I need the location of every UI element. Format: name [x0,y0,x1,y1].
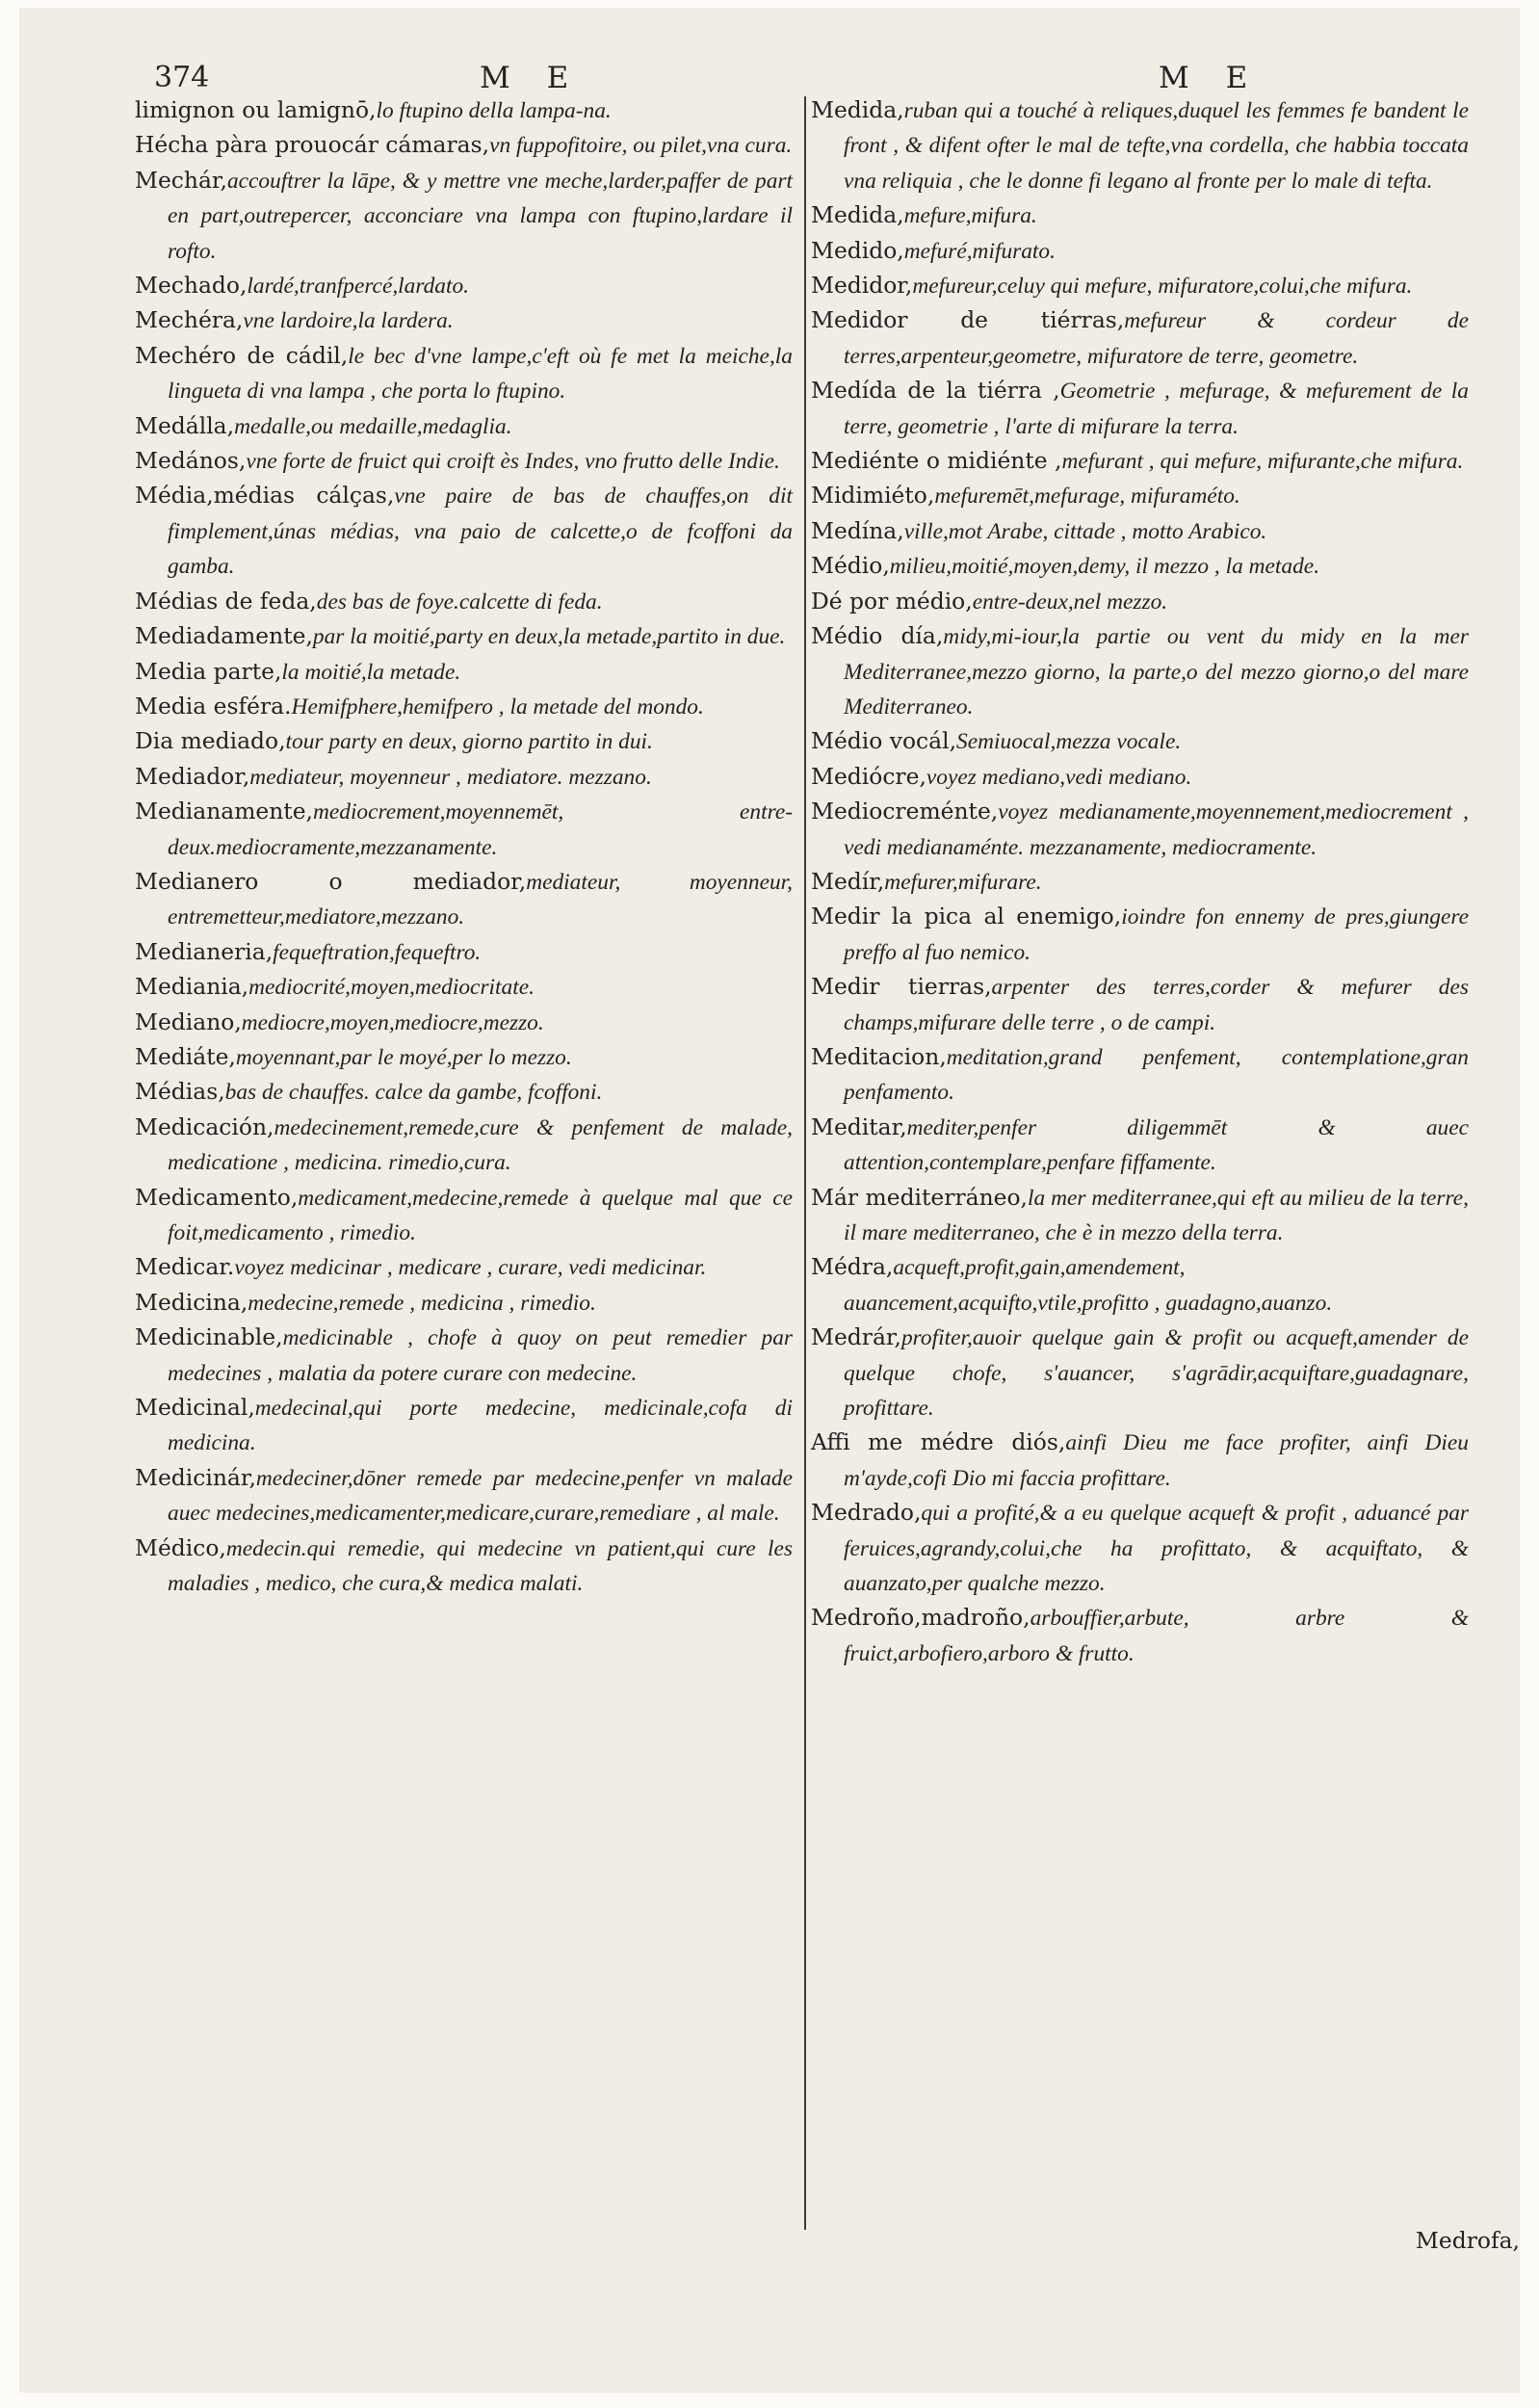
dictionary-entry [811,795,1469,865]
dictionary-entry [135,269,793,303]
dictionary-entry [811,865,1469,900]
entry-gloss: mefuremēt,mefurage, mifuraméto. [934,484,1240,510]
entry-headword: Medicar. [135,1253,235,1281]
dictionary-entry [135,935,793,970]
entry-gloss: ioindre fon ennemy de pres,giungere preffo al fuo nemico. [844,904,1469,965]
dictionary-entry [135,1391,793,1461]
dictionary-entry [135,303,793,338]
entry-headword: Media parte, [135,657,282,685]
entry-gloss: medicament,medecine,remede à quelque mal que ce foit,medicamento , rimedio. [168,1185,793,1245]
dictionary-entry [811,900,1469,970]
entry-headword: Medicación, [135,1112,274,1140]
entry-gloss: vne forte de fruict qui croift ès Indes, vno frutto delle Indie. [246,449,780,475]
dictionary-entry [811,1111,1469,1181]
entry-headword: Media esféra. [135,692,292,720]
entry-headword: Affi me médre diós, [811,1428,1066,1456]
dictionary-entry [135,655,793,690]
dictionary-entry [811,514,1469,549]
entry-gloss: le bec d'vne lampe,c'eft où fe met la meiche,la lingueta di vna lampa , che porta lo ftupino. [168,343,793,405]
entry-gloss: la mer mediterranee,qui eft au milieu de la terre, il mare mediterraneo, che è in mezzo della terra. [844,1185,1469,1245]
entry-headword: Medidor de tiérras, [811,306,1125,334]
dictionary-entry [811,269,1469,303]
entry-headword: Medicamento, [135,1183,299,1211]
page-number: 374 [154,61,210,94]
entry-headword: Mediáte, [135,1042,236,1070]
entry-headword: Mechado, [135,272,248,300]
entry-gloss: Hemifphere,hemifpero , la metade del mondo. [291,694,704,720]
entry-headword: Mediador, [135,762,250,790]
entry-gloss: arpenter des terres,corder & mefurer des champs,mifurare delle terre , o de campi. [844,975,1469,1035]
dictionary-entry [811,760,1469,795]
dictionary-entry [135,1040,793,1075]
dictionary-entry [811,479,1469,513]
entry-headword: Média,médias cálças, [135,482,395,510]
entry-headword: Mediania, [135,973,249,1001]
dictionary-entry [135,585,793,619]
entry-headword: Meditar, [811,1112,907,1140]
entry-gloss: mediocrement,moyennemēt, entre-deux.mediocramente,mezzanamente. [168,799,793,860]
entry-headword: Mediócre, [811,762,926,790]
dictionary-entry [811,585,1469,619]
entry-headword: Mediadamente, [135,622,313,650]
left-running-head: M E [480,61,583,95]
entry-headword: limignon ou lamignō, [135,96,377,123]
entry-headword: Medída de la tiérra , [811,377,1060,405]
entry-gloss: voyez medianamente,moyennement,mediocrement , vedi medianaménte. mezzanamente, mediocramente. [844,799,1469,860]
entry-gloss: midy,mi-iour,la partie ou vent du midy en la mer Mediterranee,mezzo giorno, la parte,o del mezzo giorno,o del mare Mediterraneo. [844,624,1469,720]
dictionary-entry [135,1250,793,1285]
dictionary-entry [135,1321,793,1391]
dictionary-entry [811,970,1469,1040]
dictionary-entry [135,970,793,1005]
entry-gloss: milieu,moitié,moyen,demy, il mezzo , la metade. [889,554,1320,580]
entry-gloss: accouftrer la lāpe, & y mettre vne meche,larder,paffer de part en part,outrepercer, acconciare vna lampa con ftupino,lardare il rofto. [168,168,793,264]
entry-gloss: medecinement,remede,cure & penfement de malade, medicatione , medicina. rimedio,cura. [168,1114,793,1176]
dictionary-entry [811,1250,1469,1321]
entry-headword: Medicinár, [135,1463,256,1491]
dictionary-entry [811,619,1469,724]
entry-gloss: mefuré,mifurato. [903,238,1056,264]
dictionary-entry [135,1006,793,1040]
entry-headword: Medianamente, [135,798,313,825]
entry-headword: Medrado, [811,1499,922,1527]
dictionary-entry [811,1496,1469,1601]
entry-gloss: la moitié,la metade. [281,659,461,685]
right-running-head: M E [1159,61,1262,95]
entry-gloss: mefurant , qui mefure, mifurante,che mifura. [1061,449,1464,475]
entry-gloss: lardé,tranfpercé,lardato. [247,274,470,300]
entry-headword: Médias de feda, [135,587,317,615]
entry-headword: Medína, [811,516,904,544]
entry-gloss: Geometrie , mefurage, & mefurement de la terre, geometrie , l'arte di mifurare la terra. [844,379,1469,439]
entry-gloss: profiter,auoir quelque gain & profit ou acqueft,amender de quelque chofe, s'auancer, s'agrādir,acquiftare,guadagnare, profittare. [844,1325,1469,1422]
entry-gloss: mefureur & cordeur de terres,arpenteur,geometre, mifuratore de terre, geometre. [844,308,1469,369]
entry-headword: Médio vocál, [811,727,957,755]
dictionary-entry [135,724,793,759]
entry-gloss: entre-deux,nel mezzo. [972,589,1168,615]
right-column [811,93,1469,1671]
entry-gloss: mediocre,moyen,mediocre,mezzo. [241,1009,544,1035]
entry-gloss: arbouffier,arbute, arbre & fruict,arbofiero,arboro & frutto. [844,1606,1469,1666]
entry-headword: Medida, [811,96,904,123]
dictionary-entry [135,1531,793,1602]
entry-gloss: acqueft,profit,gain,amendement, auancement,acquifto,vtile,profitto , guadagno,auanzo. [844,1255,1333,1316]
dictionary-entry [135,760,793,795]
column-divider [804,96,806,2230]
entry-headword: Mechéro de cádil, [135,341,349,369]
entry-gloss: tour party en deux, giorno partito in dui. [285,729,653,755]
dictionary-entry [135,795,793,865]
entry-gloss: medecinal,qui porte medecine, medicinale,cofa di medicina. [168,1396,793,1456]
entry-gloss: mediateur, moyenneur , mediatore. mezzano. [249,764,652,790]
entry-headword: Médias, [135,1078,225,1106]
entry-gloss: mefurer,mifurare. [884,869,1042,895]
entry-headword: Medános, [135,447,247,475]
dictionary-entry [811,303,1469,374]
entry-gloss: vne paire de bas de chauffes,on dit fimplement,únas médias, vna paio de calcette,o de fcoffoni da gamba. [168,484,793,580]
dictionary-entry [135,1181,793,1251]
entry-gloss: mefure,mifura. [903,203,1037,229]
entry-headword: Médio, [811,552,890,580]
entry-headword: Medicinable, [135,1323,283,1351]
entry-gloss: medalle,ou medaille,medaglia. [234,413,512,439]
entry-gloss: vne lardoire,la lardera. [243,308,454,334]
dictionary-entry [811,1181,1469,1251]
dictionary-entry [811,724,1469,759]
dictionary-entry [811,234,1469,269]
entry-gloss: mediocrité,moyen,mediocritate. [248,975,535,1001]
dictionary-entry [811,1601,1469,1671]
entry-gloss: ville,mot Arabe, cittade , motto Arabico. [903,518,1267,544]
dictionary-entry [135,1461,793,1531]
entry-gloss: mefureur,celuy qui mefure, mifuratore,colui,che mifura. [912,274,1413,300]
entry-headword: Medianeria, [135,937,274,965]
entry-gloss: medecin.qui remedie, qui medecine vn patient,qui cure les maladies , medico, che cura,& medica malati. [168,1535,793,1597]
entry-gloss: moyennant,par le moyé,per lo mezzo. [235,1044,572,1070]
entry-gloss: ainfi Dieu me face profiter, ainfi Dieu m'ayde,cofi Dio mi faccia profittare. [844,1430,1470,1491]
dictionary-entry [135,93,793,128]
entry-gloss: Semiuocal,mezza vocale. [956,729,1182,755]
catchword: Medrofa, [1415,2227,1520,2254]
entry-headword: Medir la pica al enemigo, [811,903,1122,930]
left-column [135,93,793,1601]
entry-gloss: meditation,grand penfement, contemplatione,gran penfamento. [844,1044,1469,1106]
entry-headword: Medianero o mediador, [135,867,527,895]
dictionary-entry [135,164,793,269]
dictionary-entry [811,1426,1469,1496]
entry-gloss: medicinable , chofe à quoy on peut remedier par medecines , malatia da potere curare con medecine. [168,1325,793,1386]
dictionary-entry [135,1075,793,1110]
entry-headword: Midimiéto, [811,482,935,510]
entry-headword: Medicina, [135,1288,248,1316]
entry-headword: Medrár, [811,1323,901,1351]
entry-headword: Medir tierras, [811,973,992,1001]
entry-headword: Médico, [135,1533,226,1561]
entry-gloss: lo ftupino della lampa-na. [376,98,612,123]
dictionary-entry [135,1286,793,1321]
entry-headword: Mediocreménte, [811,798,999,825]
entry-gloss: ruban qui a touché à reliques,duquel les femmes fe bandent le front , & difent ofter le mal de tefte,vna cordella, che habbia toccata vna reliquia , che le donne fi legano al fronte per lo male di tefta. [844,98,1469,194]
entry-headword: Medálla, [135,411,235,439]
entry-headword: Medido, [811,236,904,264]
dictionary-entry [135,865,793,935]
entry-gloss: medecine,remede , medicina , rimedio. [248,1290,596,1316]
entry-headword: Medroño,madroño, [811,1604,1030,1632]
entry-gloss: mediateur, moyenneur, entremetteur,mediatore,mezzano. [168,869,793,930]
entry-headword: Dia mediado, [135,727,286,755]
entry-headword: Médio día, [811,622,944,650]
dictionary-entry [135,1111,793,1181]
dictionary-entry [811,1040,1469,1111]
entry-headword: Dé por médio, [811,587,973,615]
dictionary-entry [811,1321,1469,1426]
entry-headword: Meditacion, [811,1042,947,1070]
entry-headword: Médra, [811,1253,894,1281]
entry-headword: Mediano, [135,1008,242,1035]
entry-headword: Medida, [811,201,904,229]
entry-gloss: bas de chauffes. calce da gambe, fcoffoni. [224,1080,603,1106]
entry-headword: Már mediterráneo, [811,1183,1028,1211]
dictionary-entry [811,444,1469,479]
entry-headword: Medidor, [811,272,913,300]
entry-gloss: des bas de foye.calcette di feda. [316,589,603,615]
dictionary-entry [811,374,1469,444]
entry-gloss: qui a profité,& a eu quelque acqueft & profit , aduancé par feruices,agrandy,colui,che ha profittato, & acquiftato, & auanzato,per qualche mezzo. [844,1501,1469,1597]
entry-headword: Mechár, [135,166,227,194]
entry-gloss: par la moitié,party en deux,la metade,partito in due. [312,624,786,650]
entry-gloss: fequeftration,fequeftro. [273,939,482,965]
entry-gloss: mediter,penfer diligemmēt & auec attention,contemplare,penfare fiffamente. [844,1114,1469,1176]
dictionary-entry [811,549,1469,584]
dictionary-entry [811,198,1469,233]
dictionary-entry [135,339,793,409]
dictionary-entry [135,128,793,163]
dictionary-entry [135,690,793,724]
entry-headword: Mediénte o midiénte , [811,447,1062,475]
entry-gloss: voyez mediano,vedi mediano. [926,764,1192,790]
dictionary-entry [135,444,793,479]
dictionary-entry [135,409,793,444]
entry-gloss: vn fuppofitoire, ou pilet,vna cura. [489,133,793,159]
entry-headword: Medicinal, [135,1394,255,1422]
dictionary-entry [135,619,793,654]
dictionary-entry [811,93,1469,198]
entry-gloss: voyez medicinar , medicare , curare, vedi medicinar. [234,1255,707,1281]
entry-headword: Medír, [811,867,885,895]
entry-gloss: medeciner,dōner remede par medecine,penfer vn malade auec medecines,medicamenter,medicare,curare,remediare , al male. [168,1465,793,1527]
entry-headword: Mechéra, [135,306,244,334]
entry-headword: Hécha pàra prouocár cámaras, [135,131,490,159]
dictionary-entry [135,479,793,584]
